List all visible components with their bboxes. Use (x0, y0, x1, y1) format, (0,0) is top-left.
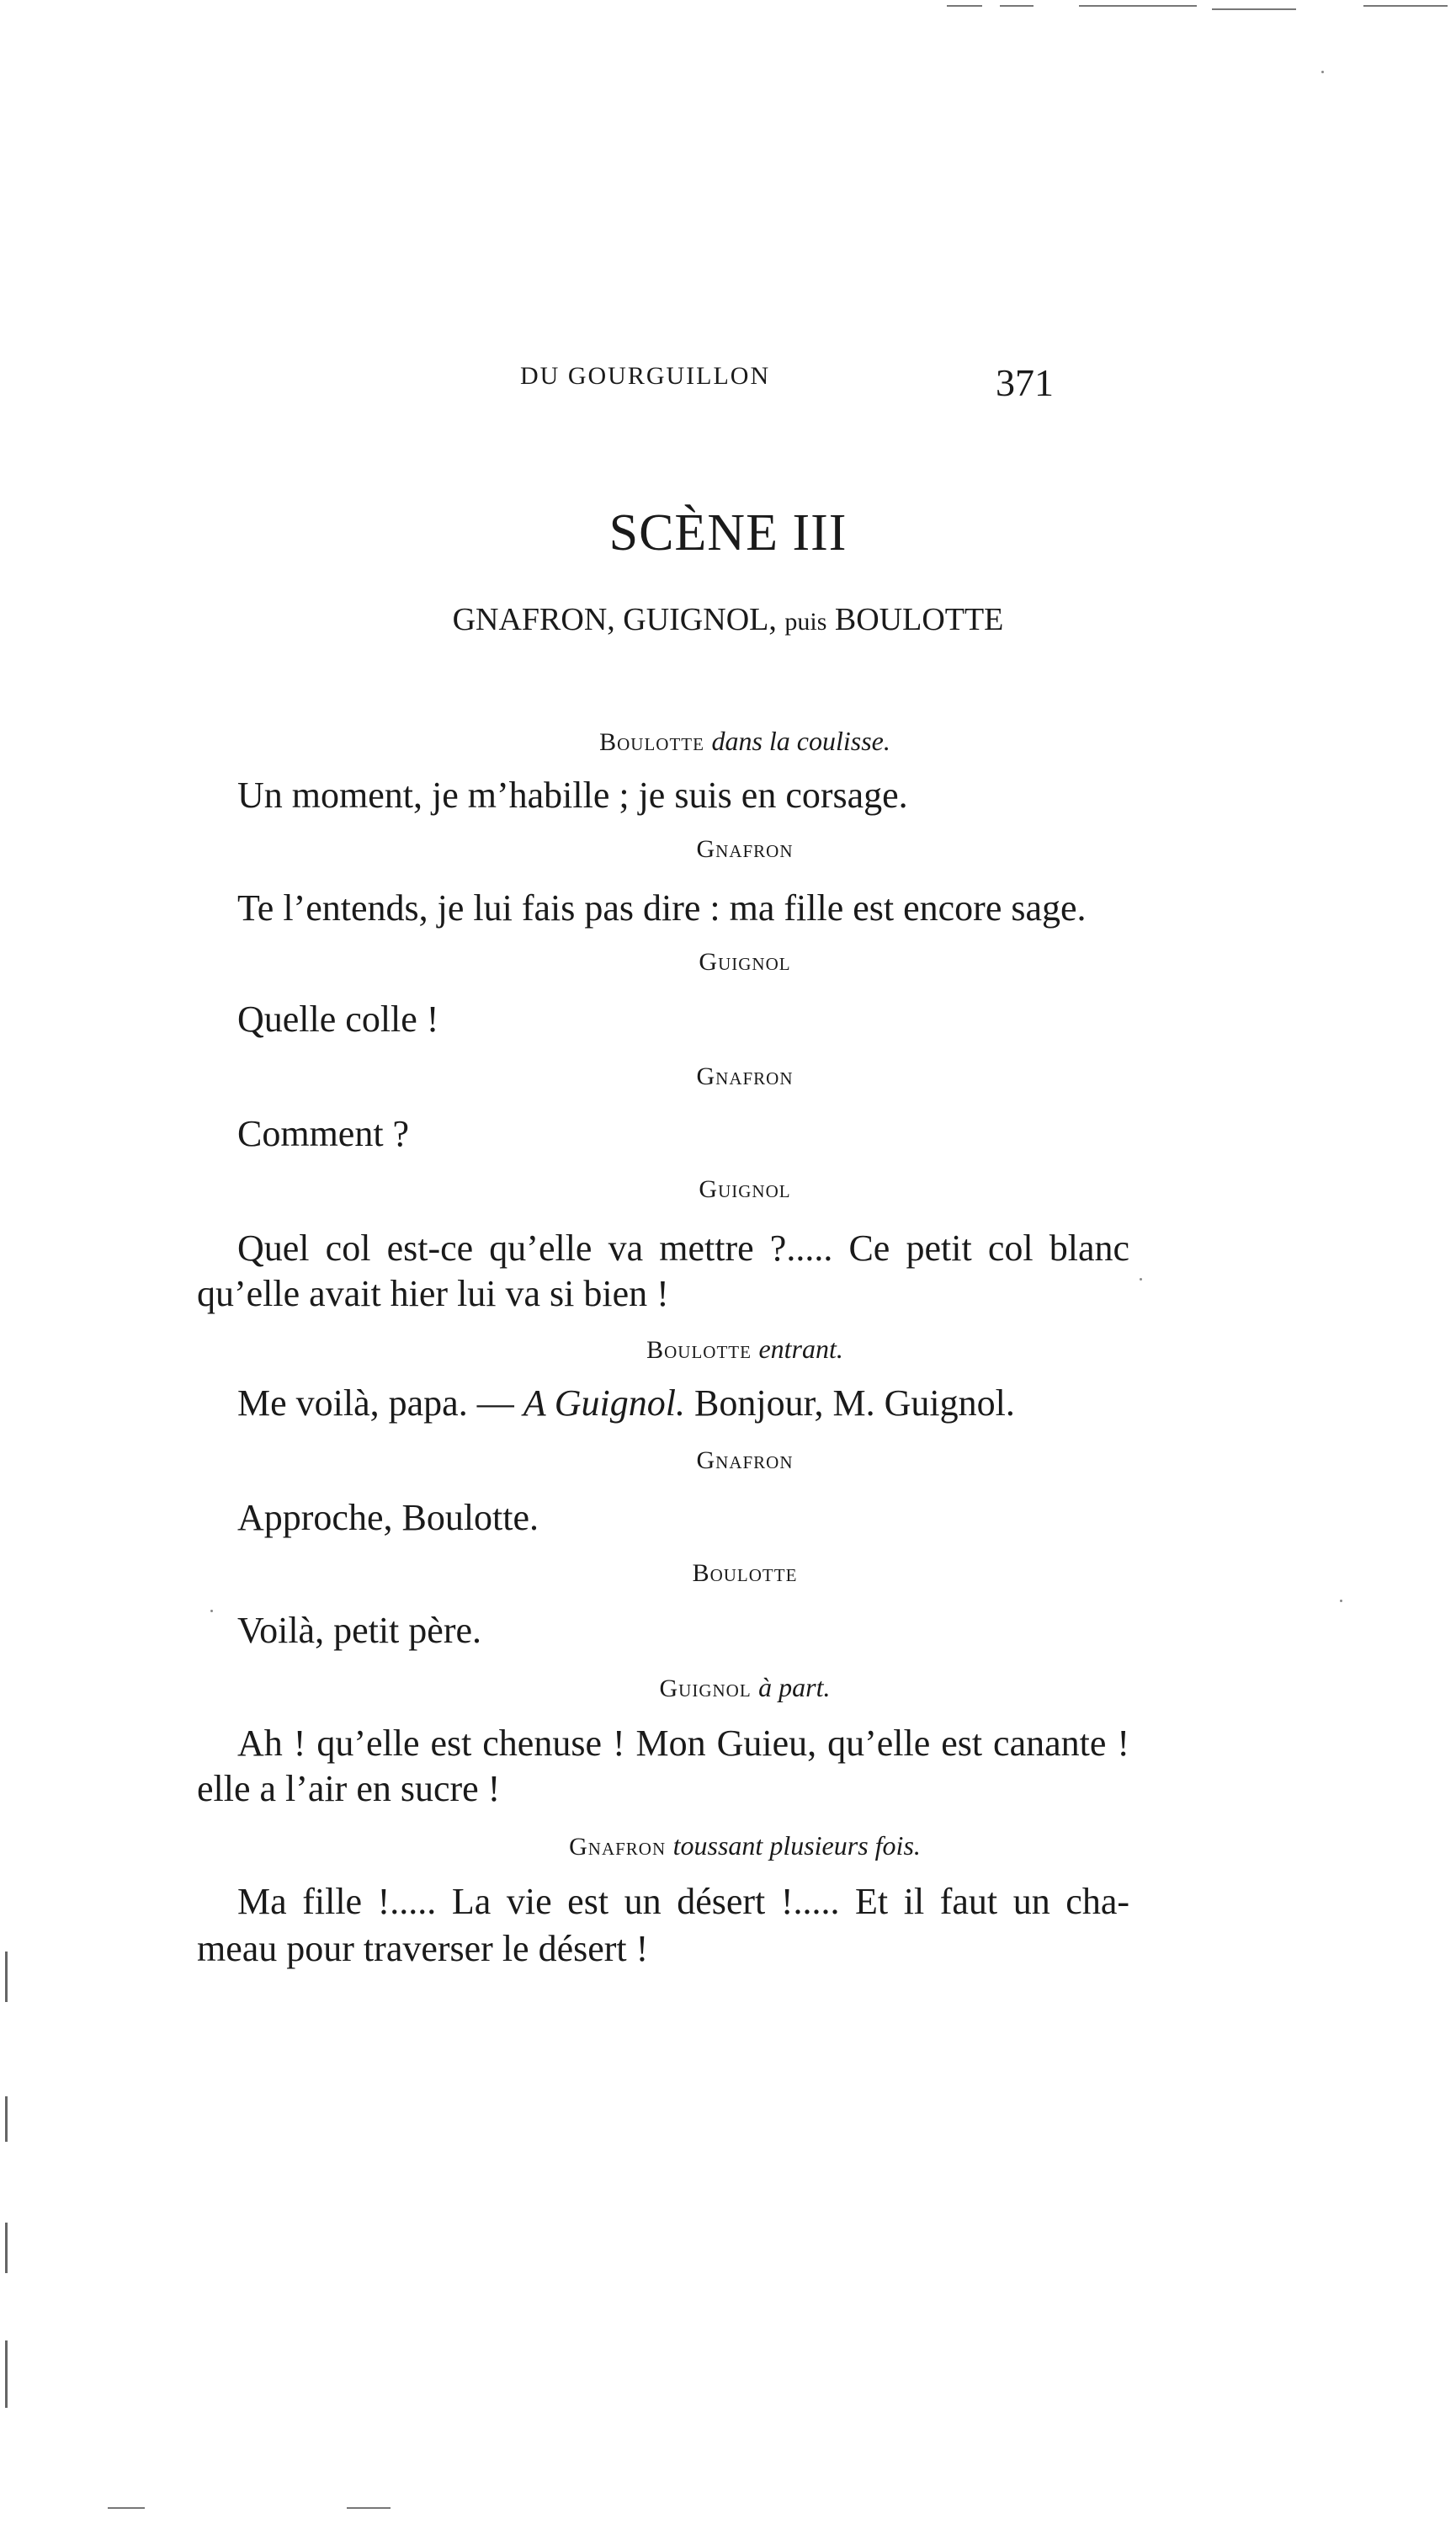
cast-puis: puis (784, 608, 827, 636)
speaker-heading (0, 835, 1456, 864)
dialogue-line (237, 1379, 1015, 1428)
dialogue-text: Bonjour, M. Guignol. (694, 1382, 1015, 1424)
dialogue-line: Quelle colle ! (237, 998, 439, 1040)
top-edge-rule (947, 5, 982, 7)
dialogue-line: Te l’entends, je lui fais pas dire : ma fille est encore sage. (237, 887, 1087, 929)
bottom-edge-rule (347, 2507, 391, 2509)
speaker-name: Boulotte (692, 1559, 798, 1587)
speck (210, 1610, 213, 1612)
speaker-heading (0, 948, 1456, 977)
cast-list (0, 601, 1456, 638)
dialogue-line: Quel col est-ce qu’elle va mettre ?..... Ce petit col blanc (237, 1227, 1129, 1269)
speaker-name: Guignol (699, 948, 791, 976)
speaker-heading (0, 726, 1456, 757)
dialogue-line: elle a l’air en sucre ! (197, 1768, 501, 1809)
stage-direction: à part. (758, 1672, 831, 1702)
scene-title: SCÈNE III (608, 504, 848, 562)
stage-direction: toussant plusieurs fois. (672, 1830, 921, 1861)
left-edge-mark (5, 2223, 8, 2273)
dialogue-text: Me voilà, papa. — (237, 1382, 514, 1424)
speaker-name: Guignol (659, 1675, 752, 1702)
page-number: 371 (996, 361, 1054, 404)
dialogue-line: qu’elle avait hier lui va si bien ! (197, 1273, 669, 1314)
dialogue-line: Approche, Boulotte. (237, 1497, 539, 1538)
speck (1340, 1600, 1342, 1602)
speaker-heading (0, 1062, 1456, 1091)
speaker-name: Gnafron (696, 1446, 794, 1474)
speaker-heading (0, 1446, 1456, 1475)
cast-names-b: BOULOTTE (834, 602, 1004, 637)
aside-direction: A Guignol. (523, 1382, 686, 1424)
dialogue-line: Ah ! qu’elle est chenuse ! Mon Guieu, qu’elle est canante ! (237, 1723, 1129, 1764)
dialogue-line: Ma fille !..... La vie est un désert !..... Et il faut un cha- (237, 1881, 1129, 1922)
speaker-name: Gnafron (696, 835, 794, 863)
dialogue-line: meau pour traverser le désert ! (197, 1928, 649, 1969)
top-edge-rule (1363, 5, 1448, 7)
bottom-edge-rule (108, 2507, 145, 2509)
left-edge-mark (5, 1952, 8, 2002)
running-title: DU GOURGUILLON (520, 362, 771, 390)
dialogue-line: Comment ? (237, 1113, 410, 1154)
speck (1140, 1278, 1142, 1281)
left-edge-mark (5, 2096, 8, 2142)
speaker-name: Gnafron (696, 1062, 794, 1090)
speaker-heading (0, 1175, 1456, 1204)
speck (1321, 71, 1324, 73)
speaker-heading (0, 1830, 1456, 1861)
top-edge-rule (1079, 5, 1197, 7)
left-edge-mark (5, 2340, 8, 2408)
stage-direction: entrant. (758, 1334, 843, 1364)
cast-names-a: GNAFRON, GUIGNOL, (452, 602, 777, 637)
speaker-name: Gnafron (569, 1833, 667, 1861)
top-edge-rule (1000, 5, 1034, 7)
dialogue-line: Voilà, petit père. (237, 1610, 481, 1651)
speaker-name: Guignol (699, 1175, 791, 1203)
speaker-name: Boulotte (599, 728, 704, 756)
speaker-name: Boulotte (646, 1336, 752, 1364)
dialogue-line: Un moment, je m’habille ; je suis en corsage. (237, 775, 908, 816)
speaker-heading (0, 1672, 1456, 1703)
top-edge-rule (1212, 8, 1296, 10)
stage-direction: dans la coulisse. (711, 726, 890, 756)
speaker-heading (0, 1559, 1456, 1588)
speaker-heading (0, 1334, 1456, 1365)
